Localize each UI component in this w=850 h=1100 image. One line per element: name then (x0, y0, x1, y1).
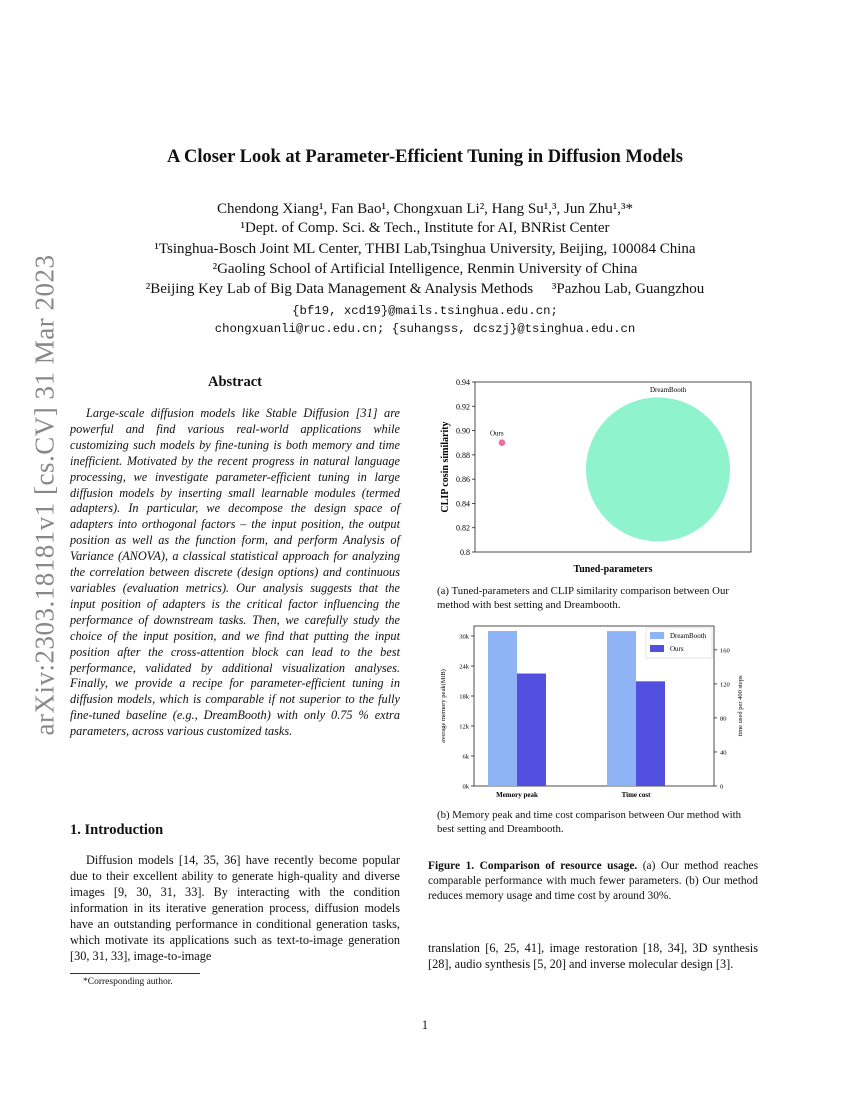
email-line-2: chongxuanli@ruc.edu.cn; {suhangss, dcszj}@tsinghua.edu.cn (214, 322, 636, 336)
bar-ours-memory-peak (517, 674, 546, 787)
category-label: Time cost (621, 791, 651, 799)
chart-a-yticks (456, 378, 475, 557)
y2tick-label: 0 (720, 783, 724, 791)
right-column-text: translation [6, 25, 41], image restoration [18, 34], 3D synthesis [28], audio synthesis [5, 20] and inverse molecular design [3]. (428, 941, 758, 971)
affiliation-3: ²Gaoling School of Artificial Intelligence, Renmin University of China (212, 261, 638, 277)
bubble-ours (499, 439, 506, 446)
bubble-dreambooth-label: DreamBooth (650, 386, 687, 394)
intro-body: Diffusion models [14, 35, 36] have recently become popular due to their excellent ability to generate high-quality and diverse images [9, 30, 31, 33]. By interacting with the condition information in its iterative generation process, diffusion models have an outstanding performance in conditional generation tasks, which motivate its applications such as text-to-image generation [30, 31, 33], image-to-image (70, 853, 400, 963)
footnote-rule (70, 973, 200, 974)
ytick-label: 0.8 (460, 548, 470, 557)
ytick-label: 0.88 (456, 450, 470, 460)
ytick-label: 0.86 (456, 475, 470, 485)
legend-label-ours: Ours (670, 645, 684, 653)
ytick-label: 30k (459, 633, 469, 641)
bar-dreambooth-memory-peak (488, 631, 517, 786)
legend-label-dreambooth: DreamBooth (670, 632, 707, 640)
abstract-heading: Abstract (208, 374, 262, 390)
figure-caption: Figure 1. Comparison of resource usage. (a) Our method reaches comparable performance with much fewer parameters. (b) Our method reduces memory usage and time cost by around 30%. (428, 860, 759, 902)
arxiv-watermark: arXiv:2303.18181v1 [cs.CV] 31 Mar 2023 (29, 254, 60, 736)
ytick-label: 0.90 (456, 426, 470, 436)
bar-dreambooth-time-cost (607, 631, 636, 786)
y2tick-label: 160 (720, 647, 730, 655)
bubble-ours-label: Ours (490, 429, 504, 438)
chart-b-y2label: time used per 400 steps (737, 675, 744, 737)
ytick-label: 12k (459, 723, 469, 731)
chart-b-ylabel: average memory peak(MiB) (440, 669, 447, 743)
email-line-1: {bf19, xcd19}@mails.tsinghua.edu.cn; (292, 304, 558, 318)
bubble-dreambooth (586, 397, 730, 541)
ytick-label: 0.94 (456, 378, 470, 387)
affiliation-4: ²Beijing Key Lab of Big Data Management & Analysis Methods ³Pazhou Lab, Guangzhou (145, 281, 705, 297)
category-label: Memory peak (496, 791, 538, 799)
paper-title: A Closer Look at Parameter-Efficient Tuning in Diffusion Models (167, 147, 683, 167)
ytick-label: 0.92 (456, 402, 470, 412)
chart-a-ylabel: CLIP cosin similarity (440, 421, 451, 513)
caption-a: (a) Tuned-parameters and CLIP similarity comparison between Our method with best setting and Dreambooth. (437, 585, 729, 611)
ytick-label: 24k (459, 663, 469, 671)
y2tick-label: 80 (720, 715, 727, 723)
ytick-label: 0.84 (456, 499, 470, 509)
ytick-label: 0k (462, 783, 469, 791)
affiliation-1: ¹Dept. of Comp. Sci. & Tech., Institute for AI, BNRist Center (240, 220, 610, 236)
chart-b-bars (488, 631, 665, 799)
page-number: 1 (421, 1018, 429, 1032)
affiliation-2: ¹Tsinghua-Bosch Joint ML Center, THBI Lab,Tsinghua University, Beijing, 100084 China (154, 241, 696, 257)
caption-b: (b) Memory peak and time cost comparison between Our method with best setting and Dreambooth. (437, 809, 742, 835)
y2tick-label: 40 (720, 749, 727, 757)
legend-swatch-dreambooth (650, 632, 664, 639)
ytick-label: 0.82 (456, 523, 470, 533)
ytick-label: 18k (459, 693, 469, 701)
footnote: *Corresponding author. (83, 977, 173, 987)
intro-heading: 1. Introduction (70, 822, 164, 838)
y2tick-label: 120 (720, 681, 730, 689)
chart-b (428, 620, 758, 802)
author-list: Chendong Xiang¹, Fan Bao¹, Chongxuan Li², Hang Su¹,³, Jun Zhu¹,³* (216, 201, 634, 217)
legend-swatch-ours (650, 645, 664, 652)
bar-ours-time-cost (636, 681, 665, 786)
ytick-label: 6k (462, 753, 469, 761)
chart-a-xlabel: Tuned-parameters (573, 564, 653, 575)
chart-a (428, 372, 758, 577)
abstract-body: Large-scale diffusion models like Stable Diffusion [31] are powerful and find various real-world applications while customizing such models by fine-tuning is both memory and time inefficient. Motivated by the recent progress in natural language processing, we investigate parameter-efficient tuning in large diffusion models by inserting small learnable modules (termed adapters). In particular, we decompose the design space of adapters into orthogonal factors – the input position, the output position as well as the function form, and perform Analysis of Variance (ANOVA), a classical statistical approach for analyzing the correlation between discrete (design options) and continuous variables (evaluation metrics). Our analysis suggests that the input position of adapters is the critical factor influencing the performance of downstream tasks. Then, we carefully study the choice of the input position, and we find that putting the input position after the cross-attention block can lead to the best performance, validated by additional visualization analyses. Finally, we provide a recipe for parameter-efficient tuning in diffusion models, which is comparable if not superior to the fully fine-tuned baseline (e.g., DreamBooth) with only 0.75 % extra parameters, across various customized tasks. (70, 406, 400, 739)
